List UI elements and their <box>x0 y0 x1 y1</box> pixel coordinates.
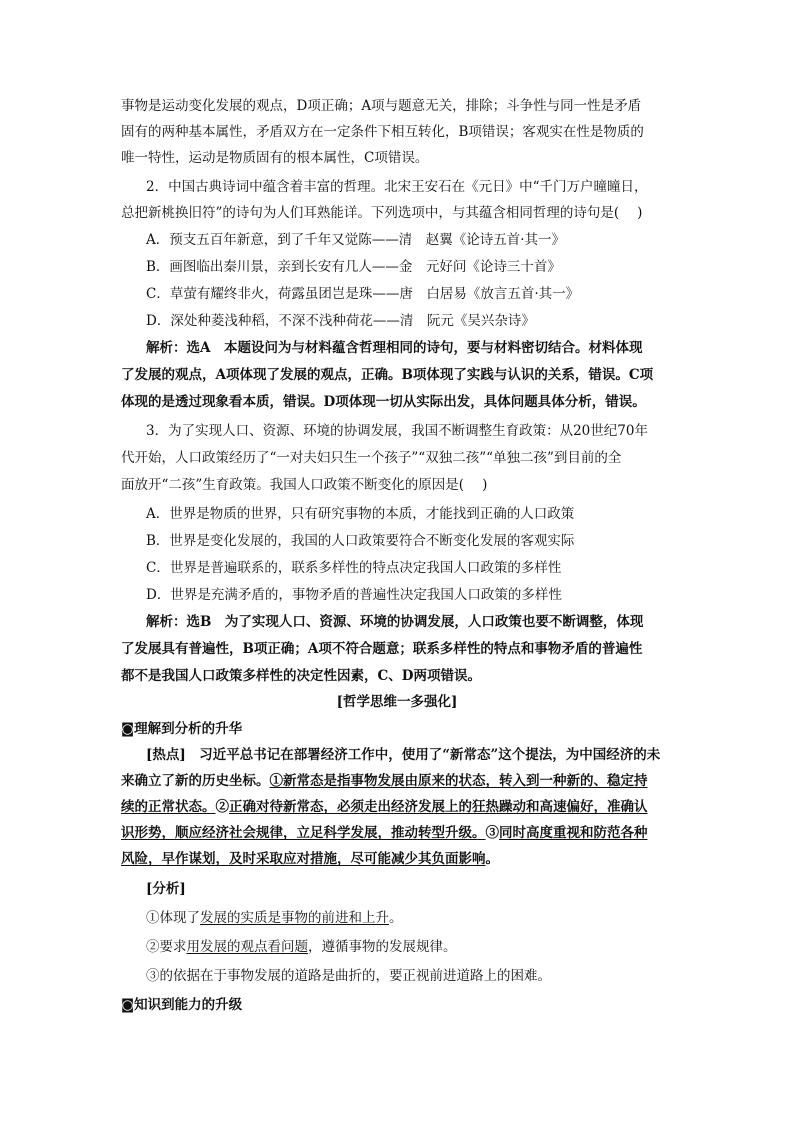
hotspot-marker: ③ <box>485 825 499 841</box>
hotspot-line-2 <box>121 772 648 790</box>
q3-stem-line-2: 代开始，人口政策经历了“一对夫妇只生一个孩子”“双独二孩”“单独二孩”到目前的全 <box>121 450 622 466</box>
analysis-point-1 <box>146 909 403 927</box>
q2-option-c: C．草萤有耀终非火，荷露虽团岂是珠——唐 白居易《放言五首·其一》 <box>146 286 580 302</box>
hotspot-underlined: ①新常态是指事物发展由原来的状态，转入到一种新的、稳定持 <box>269 773 648 789</box>
q2-option-a: A．预支五百年新意，到了千年又觉陈——清 赵翼《论诗五首·其一》 <box>146 232 566 248</box>
q3-stem-line-3 <box>121 476 487 494</box>
point-text: ，遵循事物的发展规律。 <box>308 939 457 955</box>
q3-stem-close: ) <box>482 477 488 493</box>
point-text: ①体现了 <box>146 910 200 926</box>
hotspot-underlined: 风险，早作谋划，及时采取应对措施，尽可能减少其负面影响 <box>121 851 486 867</box>
continuation-line-2: 固有的两种基本属性，矛盾双方在一定条件下相互转化，B项错误；客观实在性是物质的 <box>121 124 644 140</box>
q2-analysis-line-2: 了发展的观点，A项体现了发展的观点，正确。B项体现了实践与认识的关系，错误。C项 <box>121 367 654 383</box>
hotspot-line-5 <box>121 850 499 868</box>
analysis-point-3: ③的依据在于事物发展的道路是曲折的，要正视前进道路上的困难。 <box>146 968 551 984</box>
hotspot-text: 来确立了新的历史坐标。 <box>121 773 270 789</box>
q3-stem-text: 面放开“二孩”生育政策。我国人口政策不断变化的原因是( <box>121 477 465 493</box>
hotspot-line-3 <box>121 798 648 816</box>
continuation-line-3: 唯一特性，运动是物质固有的根本属性，C项错误。 <box>121 150 429 166</box>
hotspot-underlined: 正确对待新常态，必须走出经济发展上的狂热躁动和高速偏好，准确认 <box>229 799 648 815</box>
q2-stem-close: ) <box>637 205 643 221</box>
hotspot-line-4 <box>121 824 648 842</box>
hotspot-underlined: 识形势，顺应经济社会规律，立足科学发展，推动转型升级。 <box>121 825 486 841</box>
analysis-point-2 <box>146 938 457 956</box>
q3-stem-line-1: 3．为了实现人口、资源、环境的协调发展，我国不断调整生育政策：从20世纪70年 <box>146 423 648 439</box>
q3-analysis-line-3: 都不是我国人口政策多样性的决定性因素，C、D两项错误。 <box>121 668 481 684</box>
continuation-line-1: 事物是运动变化发展的观点，D项正确；A项与题意无关，排除；斗争性与同一性是矛盾 <box>121 98 642 114</box>
point-underlined: 发展的实质是事物的前进和上升 <box>200 910 389 926</box>
q2-analysis-line-1: 解析：选A 本题设问为与材料蕴含哲理相同的诗句，要与材料密切结合。材料体现 <box>146 340 643 356</box>
q3-analysis-line-1: 解析：选B 为了实现人口、资源、环境的协调发展，人口政策也要不断调整，体现 <box>146 614 644 630</box>
hotspot-line-1: [热点] 习近平总书记在部署经济工作中，使用了“新常态”这个提法，为中国经济的未 <box>146 747 661 763</box>
q2-stem-line-2 <box>121 204 642 222</box>
q3-option-d: D．世界是充满矛盾的，事物矛盾的普遍性决定我国人口政策的多样性 <box>146 587 562 603</box>
q2-analysis-line-3: 体现的是透过现象看本质，错误。D项体现一切从实际出发，具体问题具体分析，错误。 <box>121 394 646 410</box>
hotspot-end: 。 <box>485 851 499 867</box>
q2-stem-text: 总把新桃换旧符”的诗句为人们耳熟能详。下列选项中，与其蕴含相同哲理的诗句是( <box>121 205 620 221</box>
q2-option-b: B．画图临出秦川景，亲到长安有几人——金 元好问《论诗三十首》 <box>146 259 561 275</box>
hotspot-underlined: 同时高度重视和防范各种 <box>499 825 648 841</box>
subsection-title-1: ◙理解到分析的升华 <box>121 721 243 737</box>
q2-stem-line-1: 2．中国古典诗词中蕴含着丰富的哲理。北宋王安石在《元日》中“千门万户曈曈日， <box>146 179 648 195</box>
point-text: 。 <box>389 910 403 926</box>
point-underlined: 用发展的观点看问题 <box>186 939 308 955</box>
section-title: [哲学思维一多强化] <box>336 694 458 710</box>
hotspot-marker: ② <box>215 799 229 815</box>
subsection-title-2: ◙知识到能力的升级 <box>121 997 243 1013</box>
q3-option-a: A．世界是物质的世界，只有研究事物的本质，才能找到正确的人口政策 <box>146 506 575 522</box>
analysis-label: [分析] <box>146 881 186 897</box>
q3-option-b: B．世界是变化发展的，我国的人口政策要符合不断变化发展的客观实际 <box>146 533 575 549</box>
q2-option-d: D．深处种菱浅种稻，不深不浅种荷花——清 阮元《吴兴杂诗》 <box>146 313 535 329</box>
q3-option-c: C．世界是普遍联系的，联系多样性的特点决定我国人口政策的多样性 <box>146 560 562 576</box>
point-text: ②要求 <box>146 939 187 955</box>
q3-analysis-line-2: 了发展具有普遍性，B项正确；A项不符合题意；联系多样性的特点和事物矛盾的普遍性 <box>121 641 643 657</box>
hotspot-underlined: 续的正常状态。 <box>121 799 216 815</box>
